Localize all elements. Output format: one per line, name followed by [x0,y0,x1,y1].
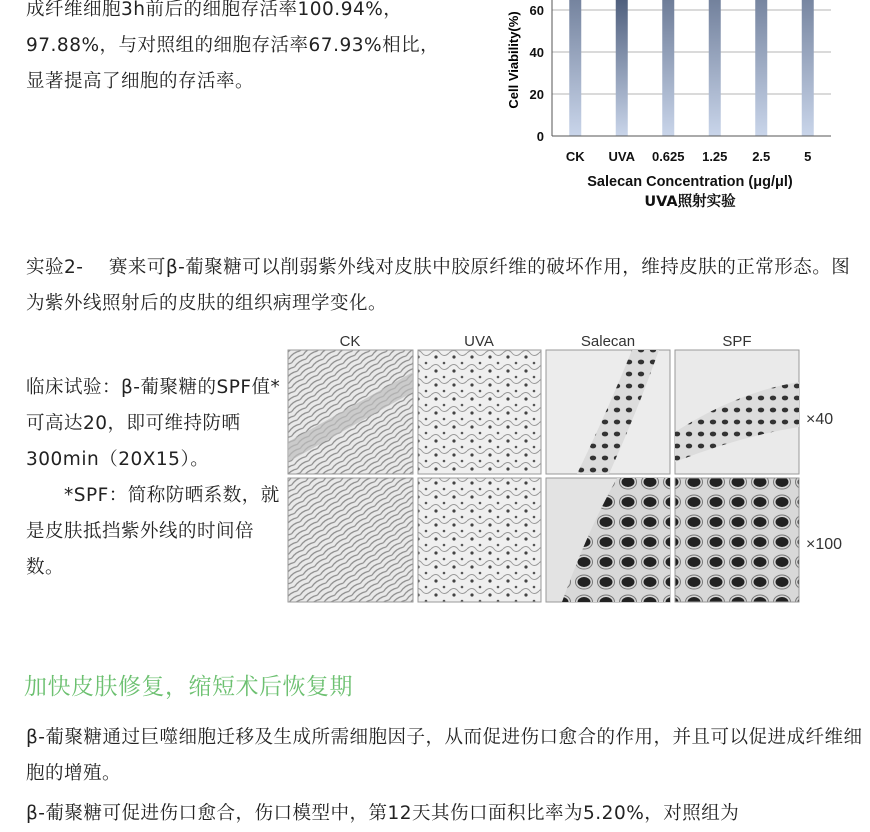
chart-bars [569,0,814,136]
histology-row-labels [806,411,842,553]
x-tick-label: CK [565,149,585,164]
x-tick-label: 5 [804,149,812,164]
histology-row-magnification: ×40 [806,411,834,428]
panel-uva-x40 [418,350,541,474]
histology-figure [287,332,857,607]
y-axis-label: Cell Viability(%) [506,11,521,109]
bar-UVA [616,0,628,136]
clinical-trial-text [26,370,288,586]
panel-spf-x40 [675,350,799,474]
histology-column-spf: SPF [722,333,752,350]
panel-ck-x100 [288,478,413,602]
histology-column-salecan: Salecan [580,333,636,350]
histology-column-uva: UVA [464,333,494,350]
panel-salecan-x100 [546,478,670,602]
panel-ck-x40 [288,350,413,474]
bar-0.625 [662,0,674,136]
intro-line-3: 显著提高了细胞的存活率。 [26,71,255,92]
histology-row-magnification: ×100 [806,536,843,553]
panel-salecan-x40 [546,350,670,474]
wound-healing-paragraph: β-葡聚糖可促进伤口愈合，伤口模型中，第12天其伤口面积比率为5.20%，对照组为 [26,803,740,824]
panel-uva-x100 [418,478,541,602]
x-tick-labels [566,149,812,164]
uva-viability-chart [500,0,850,215]
bar-CK [569,0,581,136]
clinical-trial-main: 临床试验：β-葡聚糖的SPF值*可高达20，即可维持防晒300min（20X15）。 [26,377,281,470]
bar-5 [802,0,814,136]
intro-line-2: 97.88%，与对照组的细胞存活率67.93%相比， [26,35,440,56]
intro-line-1: 成纤维细胞3h前后的细胞存活率100.94%， [26,0,403,20]
panel-spf-x100 [675,478,799,602]
spf-note: *SPF：简称防晒系数，就是皮肤抵挡紫外线的时间倍数。 [26,485,280,578]
macrophage-paragraph: β-葡聚糖通过巨噬细胞迁移及生成所需细胞因子，从而促进伤口愈合的作用，并且可以促进成纤维细胞的增殖。 [26,727,863,784]
experiment-2-paragraph: 实验2- 赛来可β-葡聚糖可以削弱紫外线对皮肤中胶原纤维的破坏作用，维持皮肤的正常形态。图为紫外线照射后的皮肤的组织病理学变化。 [26,257,851,314]
bar-2.5 [755,0,767,136]
bar-1.25 [709,0,721,136]
y-tick-label: 0 [536,129,544,144]
x-tick-label: 2.5 [752,149,771,164]
y-tick-label: 60 [529,3,544,18]
histology-column-ck: CK [339,333,361,350]
x-axis-label: Salecan Concentration (μg/μl) [587,174,793,190]
x-tick-label: 1.25 [702,149,728,164]
histology-column-headers [340,333,752,350]
intro-paragraph [26,0,496,100]
section-heading: 加快皮肤修复，缩短术后恢复期 [24,674,353,700]
y-tick-labels [530,3,544,144]
chart-gridlines [552,10,831,94]
y-tick-label: 40 [529,45,544,60]
chart-title: UVA照射实验 [644,194,736,210]
y-tick-label: 20 [529,87,544,102]
x-tick-label: UVA [608,149,635,164]
x-tick-label: 0.625 [651,149,685,164]
